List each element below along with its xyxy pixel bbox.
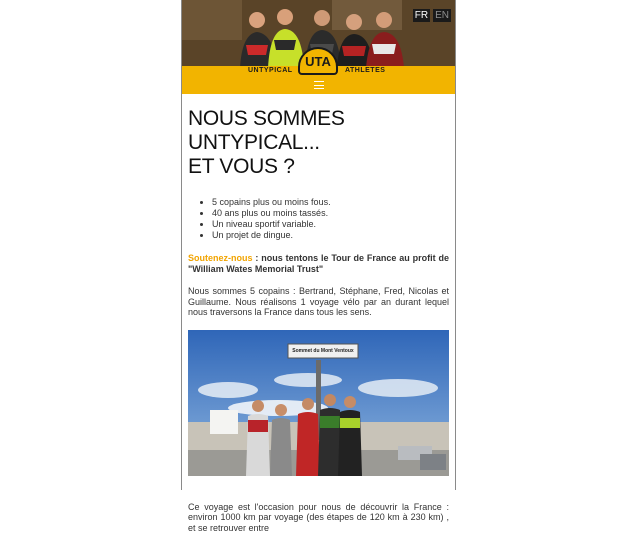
language-switcher xyxy=(413,9,451,22)
brand-right-text: ATHLETES xyxy=(345,67,385,74)
feature-list xyxy=(188,197,449,241)
page-title xyxy=(188,107,449,179)
hamburger-icon[interactable] xyxy=(314,81,324,89)
support-text: : nous tentons le Tour de France au profit de "William Wates Memorial Trust" xyxy=(188,253,449,274)
page-frame xyxy=(181,0,456,490)
intro-paragraph: Nous sommes 5 copains : Bertrand, Stéphane, Fred, Nicolas et Guillaume. Nous réalisons 1 voyage vélo par an durant lequel nous traversons la France dans tous les sens. xyxy=(188,286,449,318)
list-item: • Un niveau sportif variable. xyxy=(212,219,449,230)
closing-paragraph: Ce voyage est l'occasion pour nous de découvrir la France : environ 1000 km par voyage (des étapes de 120 km à 230 km) , et se retrouver entre xyxy=(188,502,449,533)
uta-logo[interactable]: UTA xyxy=(298,47,338,75)
list-item: • 5 copains plus ou moins fous. xyxy=(212,197,449,208)
support-link[interactable]: Soutenez-nous xyxy=(188,253,253,263)
page-title-line1: NOUS SOMMES UNTYPICAL... xyxy=(188,107,345,154)
brand-left-text: UNTYPICAL xyxy=(248,67,293,74)
menu-bar xyxy=(182,76,455,94)
header-banner xyxy=(182,0,455,76)
main-content xyxy=(182,107,455,533)
list-item: • 40 ans plus ou moins tassés. xyxy=(212,208,449,219)
page-title-line2: ET VOUS ? xyxy=(188,155,295,178)
lang-en[interactable]: EN xyxy=(433,9,451,22)
summit-photo xyxy=(188,330,449,476)
summit-sign-text: Sommet du Mont Ventoux xyxy=(288,345,358,357)
list-item: • Un projet de dingue. xyxy=(212,230,449,241)
support-paragraph xyxy=(188,253,449,274)
lang-fr[interactable]: FR xyxy=(413,9,430,22)
